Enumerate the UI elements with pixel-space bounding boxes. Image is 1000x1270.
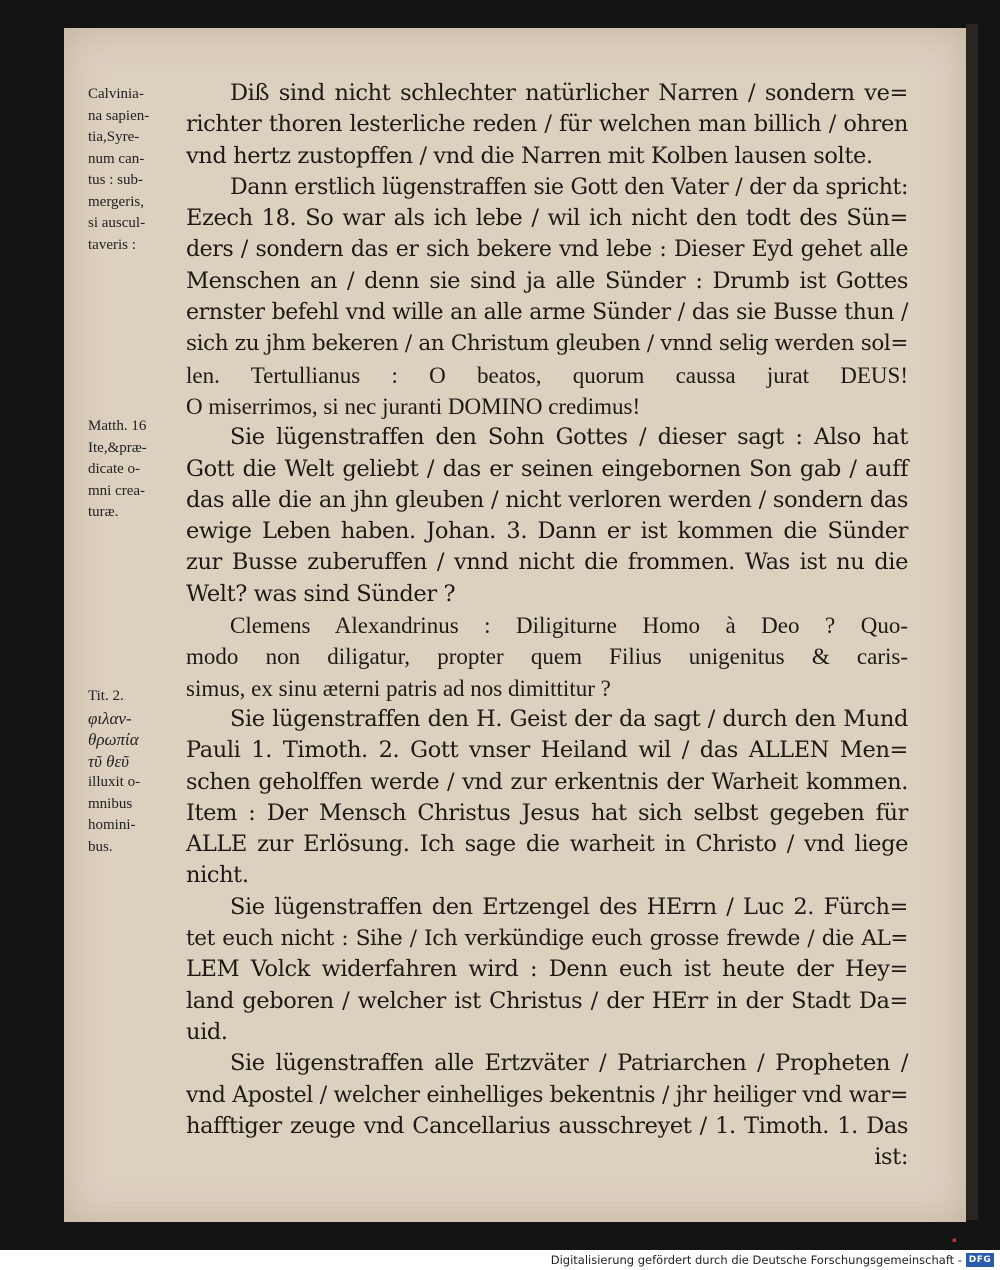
text-line: Dann erstlich lügenstraffen sie Gott den Vater / der da spricht: (230, 174, 908, 200)
text-line: tet euch nicht : Sihe / Ich verkündige euch grosse frewde / die AL= (186, 926, 908, 952)
margin-note-line: dicate o- (88, 461, 141, 477)
text-line: das alle die an jhn gleuben / nicht verloren werden / sondern das (186, 486, 908, 513)
text-line: O miserrimos, si nec juranti DOMINO credimus! (186, 393, 641, 419)
margin-note-line: tus : sub- (88, 172, 144, 188)
margin-note-line: φιλαν- (88, 708, 132, 728)
text-line: len. Tertullianus : O beatos, quorum caussa jurat DEUS! (186, 362, 908, 388)
footer-bar (0, 1250, 1000, 1270)
margin-note-line: Ite,&præ- (88, 439, 147, 456)
text-line: Pauli 1. Timoth. 2. Gott vnser Heiland wil / das ALLEN Men= (186, 737, 908, 764)
margin-note-line: taveris : (88, 236, 136, 253)
margin-note-line: turæ. (88, 504, 119, 520)
text-line: modo non diligatur, propter quem Filius unigenitus & caris- (186, 644, 908, 670)
margin-note-line: Matth. 16 (88, 418, 147, 434)
margin-notes (88, 84, 180, 904)
text-line: ALLE zur Erlösung. Ich sage die warheit in Christo / vnd liege (186, 831, 908, 858)
shelfmark: ▪ (952, 1236, 957, 1244)
margin-note-tit (88, 686, 180, 858)
margin-note-line: mergeris, (88, 193, 144, 210)
text-line: schen geholffen werde / vnd zur erkentnis der Warheit kommen. (186, 768, 908, 795)
text-line: sich zu jhm bekeren / an Christum gleuben / vnnd selig werden sol= (186, 331, 908, 357)
margin-note-line: Calvinia- (88, 86, 144, 102)
margin-note-line: mni crea- (88, 482, 146, 499)
margin-note-line: tia,Syre- (88, 129, 140, 145)
text-line: ewige Leben haben. Johan. 3. Dann er ist kommen die Sünder (186, 518, 908, 545)
text-line: uid. (186, 1018, 228, 1045)
text-line: Welt? was sind Sünder ? (186, 580, 456, 607)
margin-note-line: bus. (88, 838, 113, 855)
margin-note-line: si auscul- (88, 215, 146, 231)
text-line: ders / sondern das er sich bekere vnd lebe : Dieser Eyd gehet alle (186, 237, 908, 263)
margin-note-line: Tit. 2. (88, 688, 124, 704)
text-line: Clemens Alexandrinus : Diligiturne Homo à Deo ? Quo- (230, 613, 908, 639)
margin-note-matth (88, 416, 180, 524)
text-line: Item : Der Mensch Christus Jesus hat sich selbst gegeben für (186, 799, 908, 826)
text-line: Sie lügenstraffen den H. Geist der da sagt / durch den Mund (230, 705, 908, 732)
margin-note-line: na sapien- (88, 107, 150, 124)
margin-note-line: illuxit o- (88, 774, 141, 790)
text-line: simus, ex sinu æterni patris ad nos dimittitur ? (186, 675, 611, 701)
text-line: hafftiger zeuge vnd Cancellarius ausschreyet / 1. Timoth. 1. Das (186, 1112, 908, 1139)
text-line: Sie lügenstraffen alle Ertzväter / Patriarchen / Propheten / (230, 1050, 908, 1077)
text-line: nicht. (186, 862, 249, 889)
text-line: Ezech 18. So war als ich lebe / wil ich nicht den todt des Sün= (186, 205, 908, 232)
text-line: vnd hertz zustopffen / vnd die Narren mit Kolben lausen solte. (186, 142, 873, 169)
text-line: Sie lügenstraffen den Ertzengel des HErrn / Luc 2. Fürch= (230, 893, 908, 920)
margin-note-line: homini- (88, 817, 136, 833)
catchword: ist: (874, 1144, 908, 1171)
margin-note-calviniana (88, 84, 180, 256)
text-line: vnd Apostel / welcher einhelliges bekentnis / jhr heiliger vnd war= (186, 1082, 908, 1108)
text-line: Menschen an / denn sie sind ja alle Sünder : Drumb ist Gottes (186, 267, 908, 294)
text-line: zur Busse zuberuffen / vnnd nicht die frommen. Was ist nu die (186, 549, 908, 576)
margin-note-line: θρωπία (88, 730, 139, 749)
text-line: richter thoren lesterliche reden / für welchen man billich / ohren (186, 111, 908, 138)
text-line: Sie lügenstraffen den Sohn Gottes / dieser sagt : Also hat (230, 424, 908, 451)
page-edge (966, 24, 978, 1220)
text-line: Gott die Welt geliebt / das er seinen eingebornen Son gab / auff (186, 455, 908, 482)
margin-note-line: num can- (88, 150, 145, 167)
text-line: LEM Volck widerfahren wird : Denn euch ist heute der Hey= (186, 956, 908, 983)
dfg-logo: DFG (966, 1253, 994, 1267)
text-line: ernster befehl vnd wille an alle arme Sünder / das sie Busse thun / (186, 300, 908, 326)
margin-note-line: mnibus (88, 795, 133, 812)
text-line: land geboren / welcher ist Christus / der HErr in der Stadt Da= (186, 987, 908, 1014)
footer-credit: Digitalisierung gefördert durch die Deutsche Forschungsgemeinschaft - (550, 1253, 962, 1267)
margin-note-line: τῦ θεῦ (88, 751, 129, 771)
text-line: Diß sind nicht schlechter natürlicher Narren / sondern ve= (230, 80, 908, 106)
main-text-block (186, 78, 908, 1173)
